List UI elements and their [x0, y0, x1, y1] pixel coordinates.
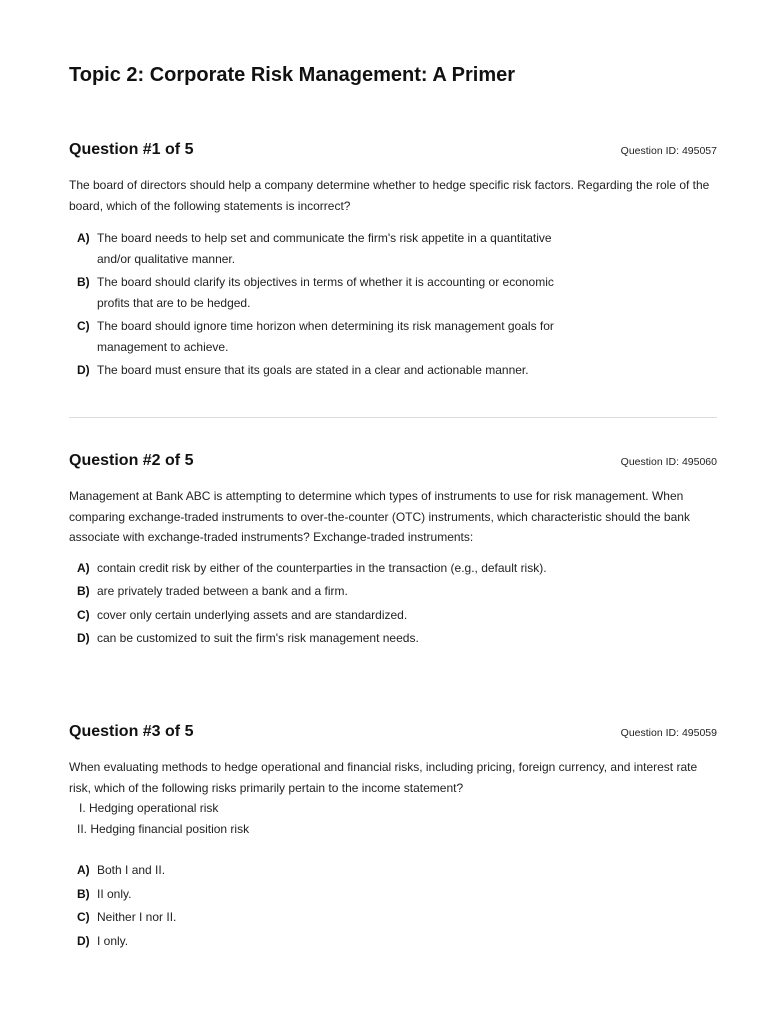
answer-choice-d[interactable]: [69, 628, 717, 649]
question-title: Question #1 of 5: [69, 141, 194, 158]
choice-letter: A): [77, 863, 90, 877]
question-1: [69, 141, 717, 384]
choice-text: cover only certain underlying assets and are standardized.: [97, 607, 408, 622]
choice-text: The board should clarify its objectives in terms of whether it is accounting or economic profits that are to be hedged.: [97, 275, 554, 310]
choice-letter: B): [77, 275, 90, 289]
choice-text: can be customized to suit the firm's risk management needs.: [97, 631, 419, 645]
choice-text: The board must ensure that its goals are stated in a clear and actionable manner.: [97, 363, 529, 377]
choice-text: Neither I nor II.: [97, 910, 177, 924]
choice-text: The board should ignore time horizon when determining its risk management goals for management to achieve.: [97, 319, 554, 354]
question-header: [69, 141, 717, 163]
question-id: Question ID: 495060: [620, 456, 717, 468]
question-id: Question ID: 495057: [620, 145, 717, 157]
choice-letter: C): [77, 910, 90, 924]
answer-choice-c[interactable]: [69, 605, 717, 626]
answer-choice-c[interactable]: [69, 907, 717, 928]
choice-text: The board needs to help set and communicate the firm's risk appetite in a quantitative and/or qualitative manner.: [97, 231, 552, 266]
statement-item: I. Hedging operational risk: [79, 801, 219, 815]
question-title: Question #3 of 5: [69, 723, 194, 740]
question-header: [69, 723, 717, 745]
answer-choice-b[interactable]: [69, 272, 717, 313]
choice-text: are privately traded between a bank and a firm.: [97, 584, 348, 598]
question-id: Question ID: 495059: [620, 727, 717, 739]
question-3: [69, 723, 717, 954]
answer-choice-a[interactable]: [69, 228, 717, 269]
choice-letter: D): [77, 933, 90, 948]
answer-choices: [69, 860, 717, 951]
choice-letter: A): [77, 231, 90, 245]
choice-letter: D): [77, 363, 90, 377]
question-title: Question #2 of 5: [69, 452, 194, 469]
answer-choice-d[interactable]: [69, 931, 717, 952]
statement-list: [69, 798, 717, 839]
question-stem: The board of directors should help a company determine whether to hedge specific risk factors. Regarding the role of the board, which of the following statements is incorrect?: [69, 178, 710, 213]
page-title: Topic 2: Corporate Risk Management: A Primer: [69, 64, 516, 86]
question-stem: Management at Bank ABC is attempting to determine which types of instruments to use for risk management. When comparing exchange-traded instruments to over-the-counter (OTC) instruments, which characteristic should the bank associate with exchange-traded instruments? Exchange-traded instruments:: [69, 489, 690, 544]
choice-letter: B): [77, 584, 90, 598]
question-header: [69, 452, 717, 474]
choice-text: I only.: [97, 933, 129, 948]
choice-letter: D): [77, 631, 90, 645]
choice-letter: C): [77, 319, 90, 333]
answer-choices: [69, 558, 717, 649]
section-divider: [69, 417, 717, 418]
answer-choice-a[interactable]: [69, 558, 717, 579]
choice-text: II only.: [97, 886, 132, 901]
statement-item: II. Hedging financial position risk: [77, 821, 250, 836]
answer-choice-c[interactable]: [69, 316, 717, 357]
answer-choice-b[interactable]: [69, 581, 717, 602]
choice-letter: B): [77, 886, 90, 901]
choice-text: Both I and II.: [97, 863, 166, 877]
answer-choices: [69, 228, 717, 381]
question-stem: When evaluating methods to hedge operational and financial risks, including pricing, foreign currency, and interest rate risk, which of the following risks primarily pertain to the income statement?: [69, 760, 698, 795]
choice-text: contain credit risk by either of the counterparties in the transaction (e.g., default risk).: [97, 560, 547, 575]
answer-choice-b[interactable]: [69, 884, 717, 905]
answer-choice-a[interactable]: [69, 860, 717, 881]
choice-letter: A): [77, 560, 90, 575]
choice-letter: C): [77, 607, 90, 622]
answer-choice-d[interactable]: [69, 360, 717, 381]
question-2: [69, 452, 717, 652]
